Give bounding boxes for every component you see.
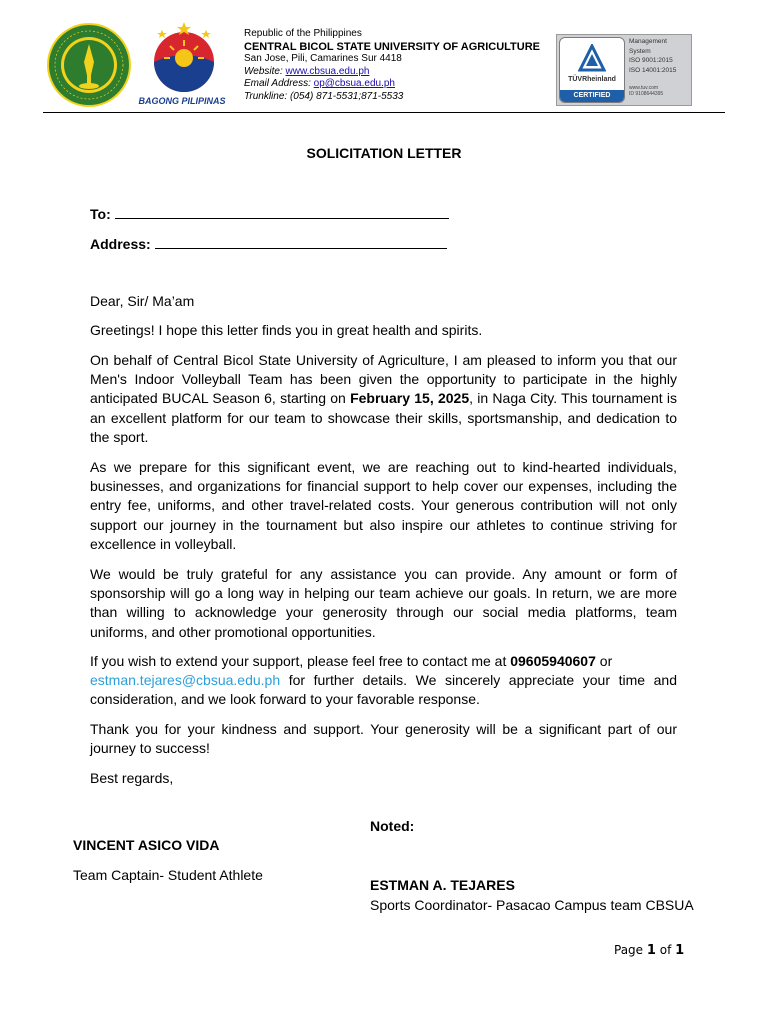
page-word: Page bbox=[614, 943, 644, 957]
address-field bbox=[90, 234, 447, 252]
cert-site: www.tuv.com bbox=[629, 85, 659, 91]
republic-line: Republic of the Philippines bbox=[244, 28, 362, 39]
letterhead-info bbox=[244, 28, 540, 103]
signer-right-name: ESTMAN A. TEJARES bbox=[370, 877, 515, 893]
contact-phone: 09605940607 bbox=[510, 653, 596, 669]
cert-id: ID 9108644395 bbox=[629, 91, 664, 97]
cert-line: ISO 14001:2015 bbox=[629, 66, 677, 74]
cert-line: System bbox=[629, 47, 651, 55]
page-total: 1 bbox=[675, 943, 685, 958]
paragraph-intro bbox=[90, 351, 677, 447]
university-seal-logo bbox=[46, 22, 132, 108]
address-label: Address: bbox=[90, 236, 151, 252]
signer-right-title: Sports Coordinator- Pasacao Campus team CBSUA bbox=[370, 897, 694, 913]
tuv-logo bbox=[559, 37, 625, 103]
paragraph-intro-b: , in Naga City. This tournament is an excellent platform for our team to showcase their skills, sportsmanship, and dedication to the sport. bbox=[90, 390, 678, 445]
website-link[interactable]: www.cbsua.edu.ph bbox=[285, 65, 370, 77]
paragraph-contact bbox=[90, 652, 677, 710]
page-current: 1 bbox=[646, 943, 656, 958]
to-field bbox=[90, 204, 449, 222]
signer-left-title: Team Captain- Student Athlete bbox=[73, 867, 263, 883]
cert-line: Management bbox=[629, 38, 667, 45]
signer-left-name: VINCENT ASICO VIDA bbox=[73, 837, 220, 853]
website-label: Website: bbox=[244, 65, 283, 77]
to-blank-line bbox=[115, 204, 449, 219]
bagong-pilipinas-label: BAGONG PILIPINAS bbox=[138, 96, 226, 106]
paragraph-request: As we prepare for this significant event, we are reaching out to kind-hearted individuals, businesses, and organizations for financial support to help cover our expenses, including the entry fee, uniforms, and other travel-related costs. Your generous contribution will not only support our journey in the tournament but also inspire our athletes to continue striving for excellence in volleyball. bbox=[90, 459, 677, 552]
letter-title: SOLICITATION LETTER bbox=[306, 145, 462, 161]
address-blank-line bbox=[155, 234, 447, 249]
contact-email-link[interactable]: estman.tejares@cbsua.edu.ph bbox=[90, 672, 281, 689]
salutation: Dear, Sir/ Ma’am bbox=[90, 293, 195, 309]
header-divider bbox=[43, 112, 725, 113]
university-name: CENTRAL BICOL STATE UNIVERSITY OF AGRICULTURE bbox=[244, 40, 540, 53]
tuv-brand: TÜVRheinland bbox=[568, 76, 616, 83]
tuv-certification-badge bbox=[556, 34, 692, 106]
closing: Best regards, bbox=[90, 770, 174, 786]
cert-site-id bbox=[629, 85, 663, 97]
noted-label: Noted: bbox=[370, 818, 415, 834]
tournament-date: February 15, 2025 bbox=[350, 390, 470, 407]
paragraph-thanks: Thank you for your kindness and support. Your generosity will be a significant part of our journey to success! bbox=[90, 721, 677, 757]
university-address: San Jose, Pili, Camarines Sur 4418 bbox=[244, 53, 402, 64]
trunkline: Trunkline: (054) 871-5531;871-5533 bbox=[244, 90, 404, 102]
of-word: of bbox=[659, 943, 672, 957]
email-label: Email Address: bbox=[244, 78, 311, 89]
paragraph-contact-b: for further details. We sincerely appreciate your time and consideration, and we look forward to your favorable response. bbox=[90, 672, 677, 708]
email-line bbox=[244, 78, 540, 91]
cert-line: ISO 9001:2015 bbox=[629, 57, 673, 64]
tuv-triangle-icon bbox=[578, 44, 606, 74]
website-line bbox=[244, 66, 540, 79]
page-number bbox=[614, 943, 684, 958]
email-link[interactable]: op@cbsua.edu.ph bbox=[313, 78, 395, 89]
paragraph-sponsorship: We would be truly grateful for any assistance you can provide. Any amount or form of sponsorship will go a long way in helping our team achieve our goals. In return, we are more than willing to acknowledge your generosity through our social media platforms, team uniforms, and other promotional opportunities. bbox=[90, 566, 677, 640]
to-label: To: bbox=[90, 206, 111, 222]
certified-band: CERTIFIED bbox=[560, 90, 624, 102]
paragraph-contact-a: If you wish to extend your support, please feel free to contact me at bbox=[90, 653, 511, 669]
paragraph-greeting: Greetings! I hope this letter finds you in great health and spirits. bbox=[90, 322, 483, 338]
paragraph-contact-or: or bbox=[595, 653, 613, 669]
cert-standards bbox=[629, 37, 676, 75]
bagong-pilipinas-logo bbox=[140, 18, 228, 108]
paragraph-intro-a: On behalf of Central Bicol State University of Agriculture, I am pleased to inform you that our Men's Indoor Volleyball Team has been given the opportunity to participate in the highly anticipated BUCAL Season 6, starting on bbox=[90, 352, 677, 407]
